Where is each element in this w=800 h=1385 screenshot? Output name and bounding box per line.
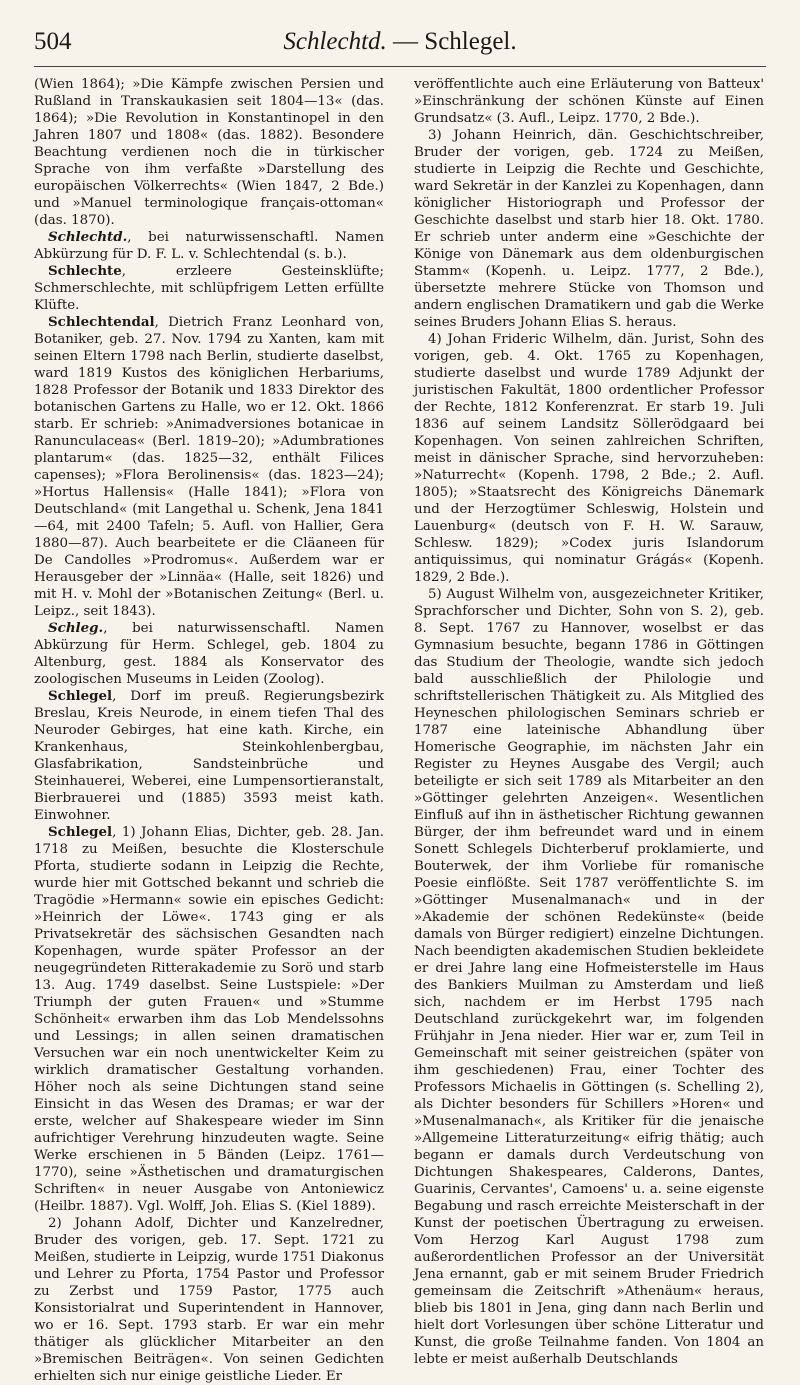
page-header [34, 26, 766, 67]
lexicon-entry [34, 620, 384, 688]
entry-text: (Wien 1864); »Die Kämpfe zwischen Persien und Rußland in Transkaukasien seit 1804—13« (das. 1864); »Die Revolution in Konstantinopel in den Jahren 1807 und 1808« (das. 1882). Besondere Beachtung verdienen noch die in türkischer Sprache von ihm verfaßte »Darstellung des europäischen Völkerrechts« (Wien 1847, 2 Bde.) und »Manuel terminologique français-ottoman« (das. 1870). [34, 77, 384, 228]
lexicon-entry [34, 229, 384, 263]
sub-entry-paragraph [414, 127, 764, 331]
entry-text: 2) Johann Adolf, Dichter und Kanzelredner, Bruder des vorigen, geb. 17. Sept. 1721 zu Meißen, studierte in Leipzig, wurde 1751 Diakonus und Lehrer zu Pforta, 1754 Pastor und Professor zu Zerbst und 1759 Pastor, 1775 auch Konsistorialrat und Superintendent in Hannover, wo er 16. Sept. 1793 starb. Er war ein mehr thätiger als glücklicher Mitarbeiter an den »Bremischen Beiträgen«. Von seinen Gedichten erhielten sich nur einige geistliche Lieder. Er [34, 1216, 384, 1384]
lexicon-entry [34, 824, 384, 1215]
entry-text: 3) Johann Heinrich, dän. Geschichtschreiber, Bruder der vorigen, geb. 1724 zu Meißen, studierte in Leipzig die Rechte und Geschichte, ward Sekretär in der Kanzlei zu Kopenhagen, dann königlicher Historiograph und Professor der Geschichte daselbst und starb hier 18. Okt. 1780. Er schrieb unter anderm eine »Geschichte der Könige von Dänemark aus dem oldenburgischen Stamm« (Kopenh. u. Leipz. 1777, 2 Bde.), übersetzte mehrere Stücke von Thomson und andern englischen Dramatikern und gab die Werke seines Bruders Johann Elias S. heraus. [414, 128, 764, 330]
entry-text: , bei naturwissenschaftl. Namen Abkürzung für D. F. L. v. Schlechtendal (s. b.). [34, 230, 384, 262]
entry-text: 5) August Wilhelm von, ausgezeichneter Kritiker, Sprachforscher und Dichter, Sohn von S. 2), geb. 8. Sept. 1767 zu Hannover, woselbst er das Gymnasium besuchte, begann 1786 in Göttingen das Studium der Theologie, wandte sich jedoch bald ausschließlich der Philologie und schriftstellerischen Thätigkeit zu. Als Mitglied des Heyneschen philologischen Seminars schrieb er 1787 eine lateinische Abhandlung über Homerische Geographie, im nächsten Jahr ein Register zu Heynes Ausgabe des Vergil; auch beteiligte er sich seit 1789 als Mitarbeiter an den »Göttinger gelehrten Anzeigen«. Wesentlichen Einfluß auf ihn in ästhetischer Richtung gewannen Bürger, der ihm befreundet ward und in einem Sonett Schlegels Dichterberuf proklamierte, und Bouterwek, der ihm Vorliebe für romanische Poesie einflößte. Seit 1787 veröffentlichte S. im »Göttinger Musenalmanach« und in der »Akademie der schönen Redekünste« (beide damals von Bürger redigiert) einzelne Dichtungen. Nach beendigten akademischen Studien bekleidete er drei Jahre lang eine Hofmeisterstelle im Haus des Bankiers Muilman zu Amsterdam und ließ sich, nachdem er im Herbst 1795 nach Deutschland zurückgekehrt war, im folgenden Frühjahr in Jena nieder. Hier war er, zum Teil in Gemeinschaft mit seiner geistreichen (später von ihm geschiedenen) Frau, einer Tochter des Professors Michaelis in Göttingen (s. Schelling 2), als Dichter besonders für Schillers »Horen« und »Musenalmanach«, als Kritiker für die jenaische »Allgemeine Litteraturzeitung« eifrig thätig; auch begann er damals durch Verdeutschung von Dichtungen Shakespeares, Calderons, Dantes, Guarinis, Cervantes', Camoens' u. a. seine eigenste Begabung und rasch erreichte Meisterschaft in der Kunst der poetischen Übertragung zu erweisen. Vom Herzog Karl August 1798 zum außerordentlichen Professor an der Universität Jena ernannt, gab er mit seinem Bruder Friedrich gemeinsam die Zeitschrift »Athenäum« heraus, blieb bis 1801 in Jena, ging dann nach Berlin und hielt dort Vorlesungen über schöne Litteratur und Kunst, die große Teilnahme fanden. Von 1804 an lebte er meist außerhalb Deutschlands [414, 587, 764, 1367]
running-head-rest: — Schlegel. [386, 28, 517, 55]
entry-headword: Schlechtendal [48, 314, 155, 330]
entry-headword: Schlechtd. [48, 229, 128, 245]
entry-text: veröffentlichte auch eine Erläuterung von Batteux' »Einschränkung der schönen Künste auf Einen Grundsatz« (3. Aufl., Leipz. 1770, 2 Bde.). [414, 77, 764, 126]
entry-text: , erzleere Gesteinsklüfte; Schmerschlechte, mit schlüpfrigem Letten erfüllte Klüfte. [34, 264, 384, 313]
entry-text: , bei naturwissenschaftl. Namen Abkürzung für Herm. Schlegel, geb. 1804 zu Altenburg, gest. 1884 als Konservator des zoologischen Museums in Leiden (Zoolog). [34, 621, 384, 687]
entry-text: , Dietrich Franz Leonhard von, Botaniker, geb. 27. Nov. 1794 zu Xanten, kam mit seinen Eltern 1798 nach Berlin, studierte daselbst, ward 1819 Kustos des königlichen Herbariums, 1828 Professor der Botanik und 1833 Direktor des botanischen Gartens zu Halle, wo er 12. Okt. 1866 starb. Er schrieb: »Animadversiones botanicae in Ranunculaceas« (Berl. 1819–20); »Adumbrationes plantarum« (das. 1825—32, enthält Filices capenses); »Flora Berolinensis« (das. 1823—24); »Hortus Hallensis« (Halle 1841); »Flora von Deutschland« (mit Langethal u. Schenk, Jena 1841—64, mit 2400 Tafeln; 5. Aufl. von Hallier, Gera 1880—87). Auch bearbeitete er die Cläaneen für De Candolles »Prodromus«. Außerdem war er Herausgeber der »Linnäa« (Halle, seit 1826) und mit H. v. Mohl der »Botanischen Zeitung« (Berl. u. Leipz., seit 1843). [34, 315, 384, 619]
entry-headword: Schleg. [48, 620, 104, 636]
entry-text: , 1) Johann Elias, Dichter, geb. 28. Jan. 1718 zu Meißen, besuchte die Klosterschule Pforta, studierte sodann in Leipzig die Rechte, wurde hier mit Gottsched bekannt und schrieb die Tragödie »Hermann« sowie ein episches Gedicht: »Heinrich der Löwe«. 1743 ging er als Privatsekretär des sächsischen Gesandten nach Kopenhagen, wurde später Professor an der neugegründeten Ritterakademie zu Sorö und starb 13. Aug. 1749 daselbst. Seine Lustspiele: »Der Triumph der guten Frauen« und »Stumme Schönheit« erwarben ihm das Lob Mendelssohns und Lessings; in allen seinen dramatischen Versuchen war ein noch unentwickelter Keim zu wirklich dramatischer Gestaltung vorhanden. Höher noch als seine Dichtungen stand seine Einsicht in das Wesen des Dramas; er war der erste, welcher auf Shakespeare wieder im Sinn aufrichtiger Verehrung hinzudeuten wagte. Seine Werke erschienen in 5 Bänden (Leipz. 1761—1770), seine »Ästhetischen und dramaturgischen Schriften« in neuer Ausgabe von Antoniewicz (Heilbr. 1887). Vgl. Wolff, Joh. Elias S. (Kiel 1889). [34, 825, 384, 1214]
continued-paragraph [34, 76, 384, 229]
sub-entry-paragraph [414, 586, 764, 1368]
entry-headword: Schlechte [48, 263, 122, 279]
sub-entry-paragraph [34, 1215, 384, 1385]
entry-headword: Schlegel [48, 688, 113, 704]
continued-paragraph [414, 76, 764, 127]
lexicon-entry [34, 688, 384, 824]
page-number: 504 [34, 28, 72, 55]
entry-text: , Dorf im preuß. Regierungsbezirk Breslau, Kreis Neurode, in einem tiefen Thal des Neuroder Gebirges, hat eine kath. Kirche, ein Krankenhaus, Steinkohlenbergbau, Glasfabrikation, Sandsteinbrüche und Steinhauerei, Weberei, eine Lumpensortieranstalt, Bierbrauerei und (1885) 3593 meist kath. Einwohner. [34, 689, 384, 823]
running-head-italic: Schlechtd. [283, 28, 387, 55]
entry-headword: Schlegel [48, 824, 113, 840]
lexicon-entry [34, 263, 384, 314]
entry-text: 4) Johan Frideric Wilhelm, dän. Jurist, Sohn des vorigen, geb. 4. Okt. 1765 zu Kopenhagen, studierte daselbst und wurde 1789 Adjunkt der juristischen Fakultät, 1800 ordentlicher Professor der Rechte, 1812 Konferenzrat. Er starb 19. Juli 1836 auf seinem Landsitz Söllerödgaard bei Kopenhagen. Von seinen zahlreichen Schriften, meist in dänischer Sprache, sind hervorzuheben: »Naturrecht« (Kopenh. 1798, 2 Bde.; 2. Aufl. 1805); »Staatsrecht des Königreichs Dänemark und der Herzogtümer Schleswig, Holstein und Lauenburg« (deutsch von F. H. W. Sarauw, Schlesw. 1829); »Codex juris Islandorum antiquissimus, qui nominatur Grágás« (Kopenh. 1829, 2 Bde.). [414, 332, 764, 585]
left-column [34, 76, 384, 1385]
sub-entry-paragraph [414, 331, 764, 586]
lexicon-entry [34, 314, 384, 620]
right-column [414, 76, 764, 1368]
running-head [34, 28, 766, 56]
